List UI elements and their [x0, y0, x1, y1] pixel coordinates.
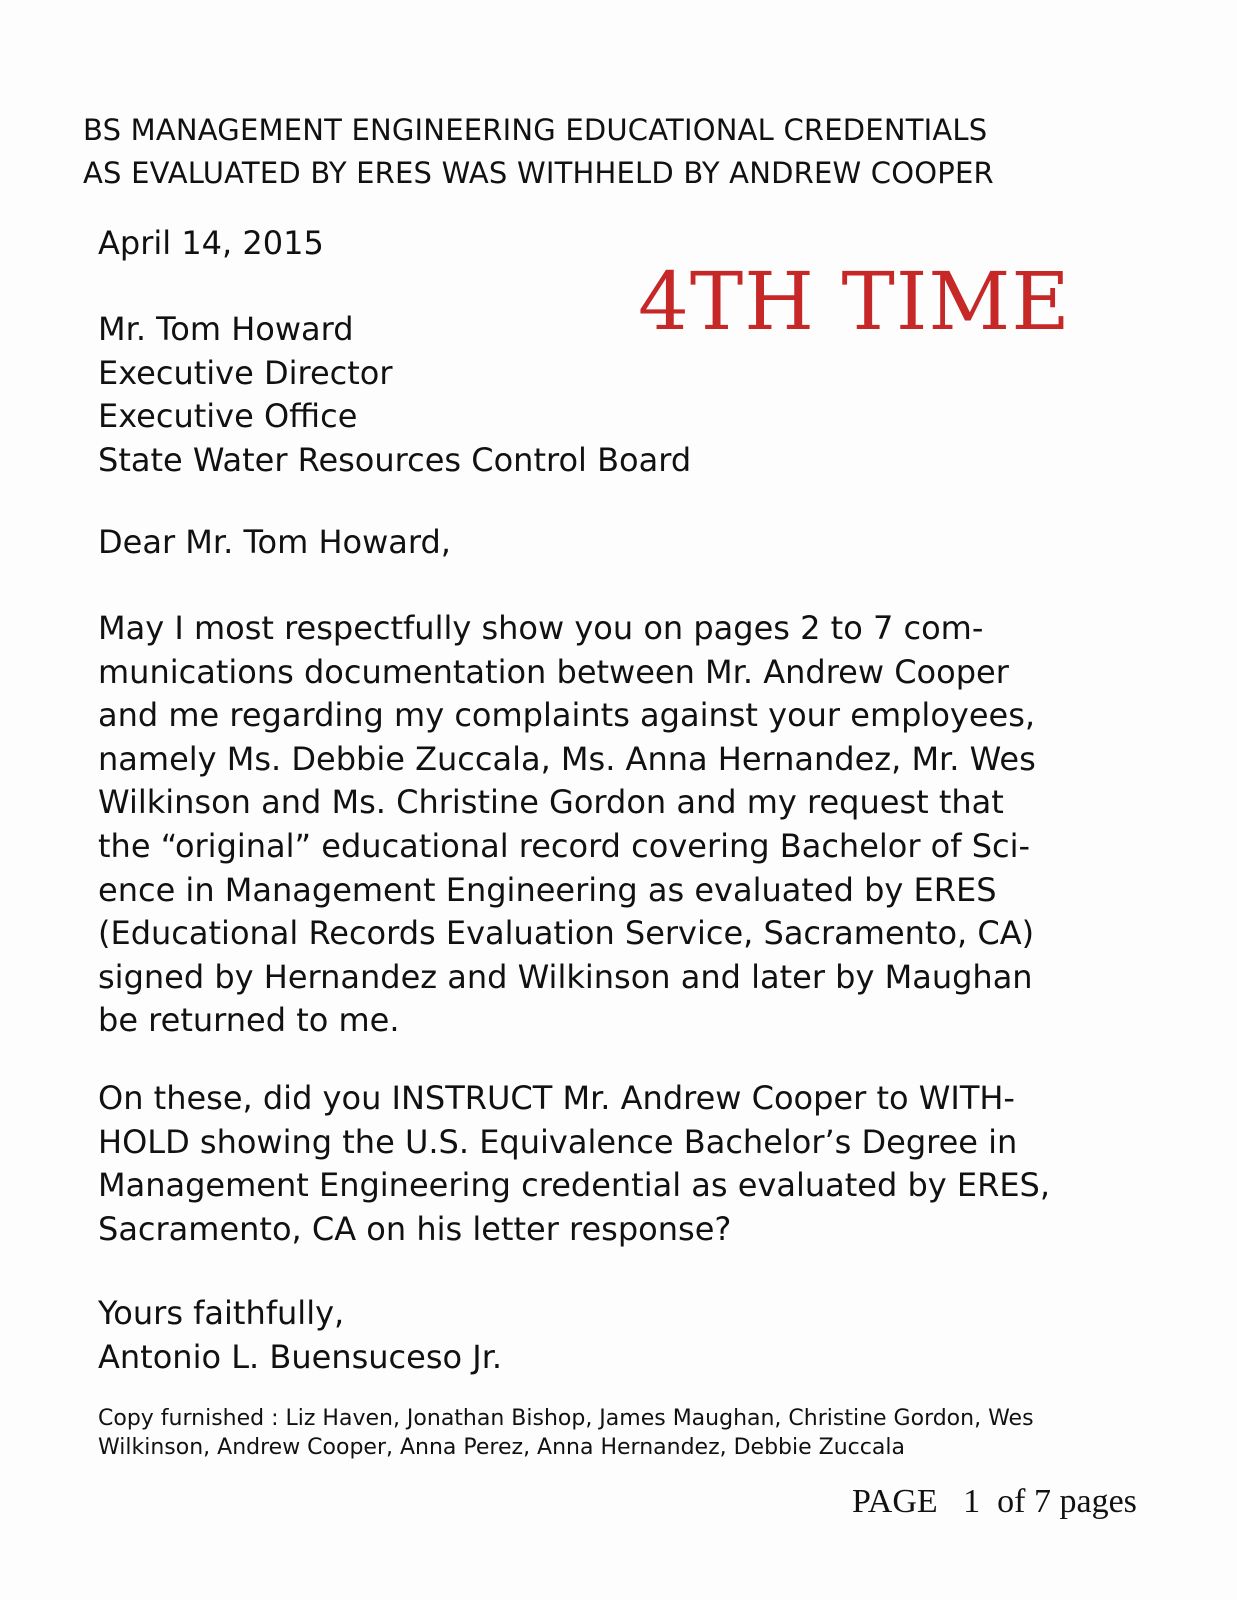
- paragraph-line: May I most respectfully show you on pages 2 to 7 com-: [98, 609, 984, 647]
- closing: [98, 1292, 502, 1379]
- recipient-office: Executive Office: [98, 397, 358, 436]
- fourth-time-stamp: 4TH TIME: [638, 255, 1071, 348]
- paragraph-line: ence in Management Engineering as evaluated by ERES: [98, 870, 997, 909]
- recipient-address: [98, 308, 691, 482]
- signatory-name: Antonio L. Buensuceso Jr.: [98, 1337, 503, 1376]
- header-line-2: AS EVALUATED BY ERES WAS WITHHELD BY ANDREW COOPER: [83, 156, 994, 190]
- paragraph-line: namely Ms. Debbie Zuccala, Ms. Anna Hernandez, Mr. Wes: [98, 739, 1036, 778]
- paragraph-line: and me regarding my complaints against your employees,: [98, 696, 1036, 735]
- paragraph-line: (Educational Records Evaluation Service, Sacramento, CA): [98, 914, 1035, 953]
- salutation: Dear Mr. Tom Howard,: [98, 523, 451, 561]
- paragraph-line: Sacramento, CA on his letter response?: [98, 1209, 732, 1248]
- recipient-name: Mr. Tom Howard: [98, 310, 354, 348]
- body-paragraph-1: [98, 607, 1036, 1043]
- copy-furnished-line: Wilkinson, Andrew Cooper, Anna Perez, Anna Hernandez, Debbie Zuccala: [98, 1435, 905, 1460]
- body-paragraph-2: [98, 1077, 1050, 1251]
- copy-furnished: [98, 1404, 1034, 1462]
- closing-phrase: Yours faithfully,: [98, 1294, 345, 1332]
- letter-date: April 14, 2015: [98, 224, 324, 262]
- paragraph-line: HOLD showing the U.S. Equivalence Bachelor’s Degree in: [98, 1122, 1018, 1161]
- paragraph-line: Wilkinson and Ms. Christine Gordon and my request that: [98, 783, 1004, 822]
- copy-furnished-line: Copy furnished : Liz Haven, Jonathan Bishop, James Maughan, Christine Gordon, Wes: [98, 1406, 1034, 1431]
- paragraph-line: munications documentation between Mr. Andrew Cooper: [98, 652, 1009, 691]
- paragraph-line: Management Engineering credential as evaluated by ERES,: [98, 1166, 1051, 1205]
- paragraph-line: On these, did you INSTRUCT Mr. Andrew Cooper to WITH-: [98, 1079, 1015, 1117]
- page-number: PAGE 1 of 7 pages: [852, 1483, 1137, 1520]
- recipient-organization: State Water Resources Control Board: [98, 440, 692, 479]
- recipient-title: Executive Director: [98, 353, 393, 392]
- paragraph-line: signed by Hernandez and Wilkinson and later by Maughan: [98, 957, 1033, 996]
- header-line-1: BS MANAGEMENT ENGINEERING EDUCATIONAL CREDENTIALS: [83, 113, 988, 147]
- paragraph-line: the “original” educational record covering Bachelor of Sci-: [98, 826, 1031, 865]
- paragraph-line: be returned to me.: [98, 1001, 400, 1040]
